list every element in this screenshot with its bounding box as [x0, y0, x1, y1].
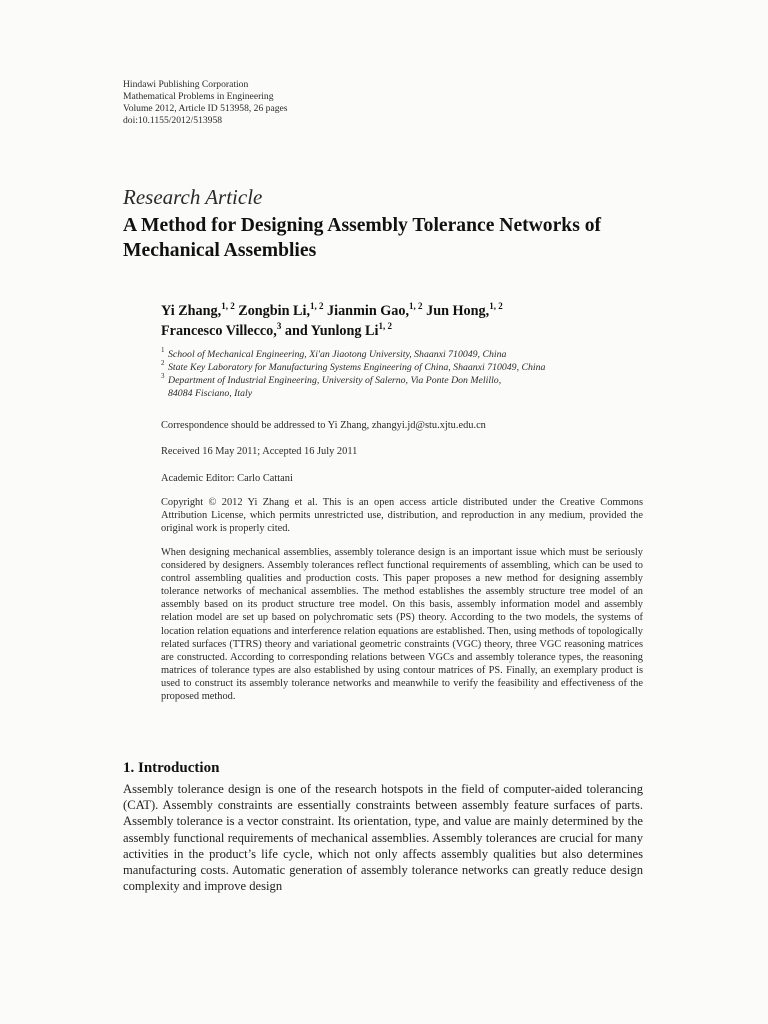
- affiliation: 3 Department of Industrial Engineering, University of Salerno, Via Ponte Don Melillo,: [161, 372, 502, 386]
- volume-info: Volume 2012, Article ID 513958, 26 pages: [123, 103, 288, 114]
- affiliation-continuation: 84084 Fisciano, Italy: [168, 388, 253, 399]
- doi: doi:10.1155/2012/513958: [123, 115, 223, 126]
- article-type: Research Article: [123, 185, 263, 209]
- author: Jianmin Gao,$^{1, 2}$: [327, 301, 423, 319]
- received-dates: Received 16 May 2011; Accepted 16 July 2011: [161, 446, 358, 457]
- section-body-text: Assembly tolerance design is one of the research hotspots in the field of computer-aided tolerancing (CAT). Assembly constraints are essentially constraints between assembly feature surfaces of parts. Assembly tolerance is a vector constraint. Its orientation, type, and value are mainly determined by the assembly functional requirements of mechanical assemblies. Assembly tolerances are crucial for many activities in the product’s life cycle, which not only affects assembly qualities but also determines manufacturing costs. Automatic generation of assembly tolerance networks can greatly reduce design complexity and improve design: [123, 782, 643, 894]
- section-heading: 1. Introduction: [123, 760, 220, 776]
- journal-name: Mathematical Problems in Engineering: [123, 91, 274, 102]
- copyright-notice: Copyright © 2012 Yi Zhang et al. This is an open access article distributed under the Creative Commons Attribution License, which permits unrestricted use, distribution, and reproduction in any medium, provided the original work is properly cited.: [161, 497, 643, 535]
- author-list: [161, 301, 631, 341]
- author: Jun Hong,$^{1, 2}$: [426, 301, 503, 319]
- author: Zongbin Li,$^{1, 2}$: [238, 301, 324, 319]
- publication-header: [123, 79, 288, 127]
- academic-editor: Academic Editor: Carlo Cattani: [161, 473, 293, 484]
- publisher: Hindawi Publishing Corporation: [123, 79, 249, 90]
- abstract: When designing mechanical assemblies, assembly tolerance design is an important issue which must be seriously considered by designers. Assembly tolerances reflect functional requirements of assembling, which can be used to control assembling qualities and production costs. This paper proposes a new method for designing assembly tolerance networks of mechanical assemblies. The method establishes the assembly structure tree model of an assembly based on its product structure tree model. On this basis, assembly information model and assembly relation model are set up based on polychromatic sets (PS) theory. According to the two models, the systems of location relation equations and interference relation equations are established. Then, using methods of topologically related surfaces (TTRS) theory and variational geometric constraints (VGC) theory, three VGC reasoning matrices are constructed. According to corresponding relations between VGCs and assembly tolerance types, the reasoning matrices of tolerance types are also established by using contour matrices of PS. Finally, an exemplary product is used to construct its assembly tolerance networks and meanwhile to verify the feasibility and effectiveness of the proposed method.: [161, 547, 643, 703]
- correspondence: Correspondence should be addressed to Yi Zhang, zhangyi.jd@stu.xjtu.edu.cn: [161, 420, 486, 431]
- author: and Yunlong Li$^{1, 2}$: [284, 321, 392, 339]
- author: Yi Zhang,$^{1, 2}$: [161, 301, 235, 319]
- author: Francesco Villecco,$^3$: [161, 321, 282, 339]
- affiliation: 1 School of Mechanical Engineering, Xi'an Jiaotong University, Shaanxi 710049, China: [161, 346, 507, 360]
- affiliations: [161, 348, 641, 400]
- article-title: A Method for Designing Assembly Tolerance Networks of Mechanical Assemblies: [123, 215, 602, 261]
- affiliation: 2 State Key Laboratory for Manufacturing Systems Engineering of China, Shaanxi 710049, China: [161, 359, 546, 373]
